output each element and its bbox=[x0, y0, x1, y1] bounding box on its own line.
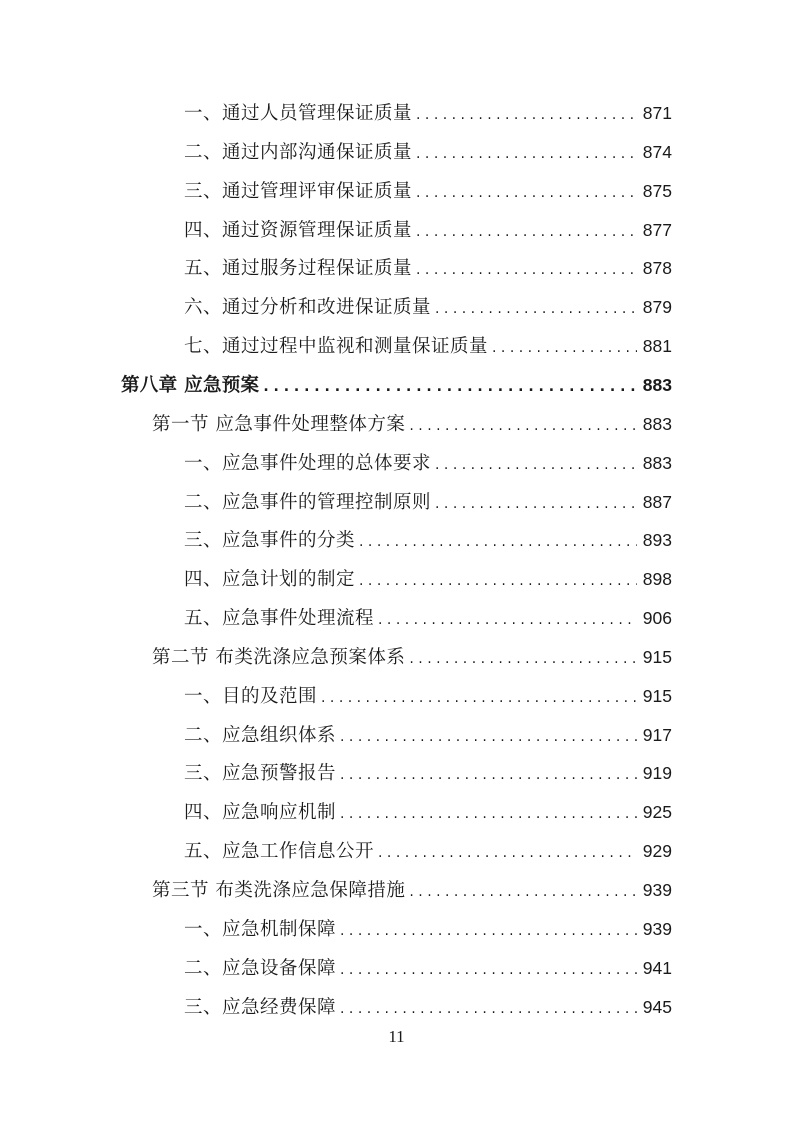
toc-entry-title: 三、应急事件的分类 bbox=[184, 530, 356, 552]
toc-entry-title: 一、目的及范围 bbox=[184, 685, 318, 707]
toc-entry-page: 939 bbox=[642, 880, 672, 900]
leader-dots bbox=[435, 489, 637, 519]
leader-dots bbox=[435, 450, 637, 480]
toc-entry-title: 五、通过服务过程保证质量 bbox=[184, 258, 413, 280]
leader-dots bbox=[416, 178, 637, 208]
leader-dots bbox=[340, 760, 637, 790]
leader-dots bbox=[416, 217, 637, 247]
toc-entry-title: 第一节 应急事件处理整体方案 bbox=[152, 413, 406, 435]
toc-entry-title: 二、应急事件的管理控制原则 bbox=[184, 491, 432, 513]
toc-entry-title: 第三节 布类洗涤应急保障措施 bbox=[152, 880, 406, 901]
leader-dots bbox=[416, 100, 637, 130]
toc-entry-page: 915 bbox=[642, 646, 672, 667]
toc-entry[interactable] bbox=[184, 487, 672, 517]
toc-entry-title: 二、应急组织体系 bbox=[184, 724, 337, 746]
toc-entry-title: 三、应急经费保障 bbox=[184, 996, 337, 1018]
toc-entry-page: 919 bbox=[642, 763, 672, 784]
toc-entry[interactable] bbox=[184, 525, 672, 555]
leader-dots bbox=[416, 255, 637, 285]
toc-entry[interactable] bbox=[184, 448, 672, 478]
toc-entry-page: 887 bbox=[642, 491, 672, 512]
toc-entry-title: 五、应急事件处理流程 bbox=[184, 608, 375, 630]
toc-entry-page: 874 bbox=[642, 141, 672, 162]
toc-entry-page: 917 bbox=[642, 724, 672, 745]
toc-entry-page: 925 bbox=[642, 802, 672, 823]
leader-dots bbox=[359, 566, 637, 596]
toc-entry-page: 915 bbox=[642, 685, 672, 706]
toc-entry-page: 879 bbox=[642, 297, 672, 318]
toc-entry-page: 883 bbox=[642, 413, 672, 434]
leader-dots bbox=[340, 916, 637, 946]
toc-section-entry[interactable] bbox=[152, 875, 672, 905]
page-number: 11 bbox=[388, 1027, 405, 1046]
toc-entry[interactable] bbox=[184, 603, 672, 633]
toc-entry-title: 第二节 布类洗涤应急预案体系 bbox=[152, 646, 406, 668]
toc-entry-title: 六、通过分析和改进保证质量 bbox=[184, 297, 432, 319]
toc-entry-page: 871 bbox=[642, 103, 672, 123]
toc-entry[interactable] bbox=[184, 215, 672, 245]
toc-entry-title: 五、应急工作信息公开 bbox=[184, 841, 375, 863]
toc-entry[interactable] bbox=[184, 992, 672, 1022]
toc-entry-page: 875 bbox=[642, 180, 672, 201]
leader-dots bbox=[378, 838, 637, 868]
toc-entry-page: 941 bbox=[642, 957, 672, 978]
toc-entry[interactable] bbox=[184, 681, 672, 711]
toc-entry-page: 877 bbox=[642, 219, 672, 240]
toc-entry-page: 878 bbox=[642, 258, 672, 279]
leader-dots bbox=[359, 527, 637, 557]
leader-dots bbox=[492, 333, 637, 363]
leader-dots bbox=[263, 372, 636, 402]
toc-entry-title: 四、应急计划的制定 bbox=[184, 569, 356, 591]
toc-entry-page: 939 bbox=[642, 918, 672, 939]
toc-section-entry[interactable] bbox=[152, 642, 672, 672]
leader-dots bbox=[409, 411, 636, 441]
leader-dots bbox=[409, 877, 636, 907]
toc-entry-title: 四、通过资源管理保证质量 bbox=[184, 219, 413, 241]
toc-entry[interactable] bbox=[184, 292, 672, 322]
toc-entry[interactable] bbox=[184, 914, 672, 944]
toc-section-entry[interactable] bbox=[152, 409, 672, 439]
toc-entry[interactable] bbox=[184, 564, 672, 594]
leader-dots bbox=[340, 722, 637, 752]
toc-chapter-entry[interactable] bbox=[121, 370, 672, 400]
toc-entry-page: 945 bbox=[642, 996, 672, 1017]
toc-entry-title: 一、应急机制保障 bbox=[184, 918, 337, 940]
toc-entry-page: 883 bbox=[642, 452, 672, 473]
toc-entry-title: 七、通过过程中监视和测量保证质量 bbox=[184, 336, 489, 358]
toc-entry-page: 893 bbox=[642, 530, 672, 551]
toc-entry-page: 906 bbox=[642, 608, 672, 629]
toc-entry-title: 一、应急事件处理的总体要求 bbox=[184, 452, 432, 474]
leader-dots bbox=[321, 683, 637, 713]
toc-entry-title: 二、应急设备保障 bbox=[184, 957, 337, 979]
toc-entry[interactable] bbox=[184, 331, 672, 361]
toc-entry-title: 三、应急预警报告 bbox=[184, 763, 337, 785]
leader-dots bbox=[340, 955, 637, 985]
leader-dots bbox=[416, 139, 637, 169]
toc-entry-page: 898 bbox=[642, 569, 672, 590]
toc-entry[interactable] bbox=[184, 98, 672, 128]
toc-entry[interactable] bbox=[184, 720, 672, 750]
leader-dots bbox=[435, 294, 637, 324]
toc-entry-title: 二、通过内部沟通保证质量 bbox=[184, 141, 413, 163]
toc-entry-title: 四、应急响应机制 bbox=[184, 802, 337, 824]
toc-entry-page: 881 bbox=[642, 336, 672, 357]
leader-dots bbox=[340, 994, 637, 1024]
toc-entry[interactable] bbox=[184, 953, 672, 983]
toc-entry-page: 883 bbox=[642, 374, 672, 395]
toc-entry-title: 三、通过管理评审保证质量 bbox=[184, 180, 413, 202]
toc-entry-title: 第八章 应急预案 bbox=[121, 374, 260, 396]
toc-entry[interactable] bbox=[184, 836, 672, 866]
toc-entry-page: 929 bbox=[642, 841, 672, 862]
leader-dots bbox=[409, 644, 636, 674]
toc-entry[interactable] bbox=[184, 758, 672, 788]
toc-entry[interactable] bbox=[184, 137, 672, 167]
toc-entry[interactable] bbox=[184, 176, 672, 206]
toc-entry-title: 一、通过人员管理保证质量 bbox=[184, 103, 413, 124]
toc-entry[interactable] bbox=[184, 253, 672, 283]
leader-dots bbox=[340, 799, 637, 829]
toc-entry[interactable] bbox=[184, 797, 672, 827]
leader-dots bbox=[378, 605, 637, 635]
